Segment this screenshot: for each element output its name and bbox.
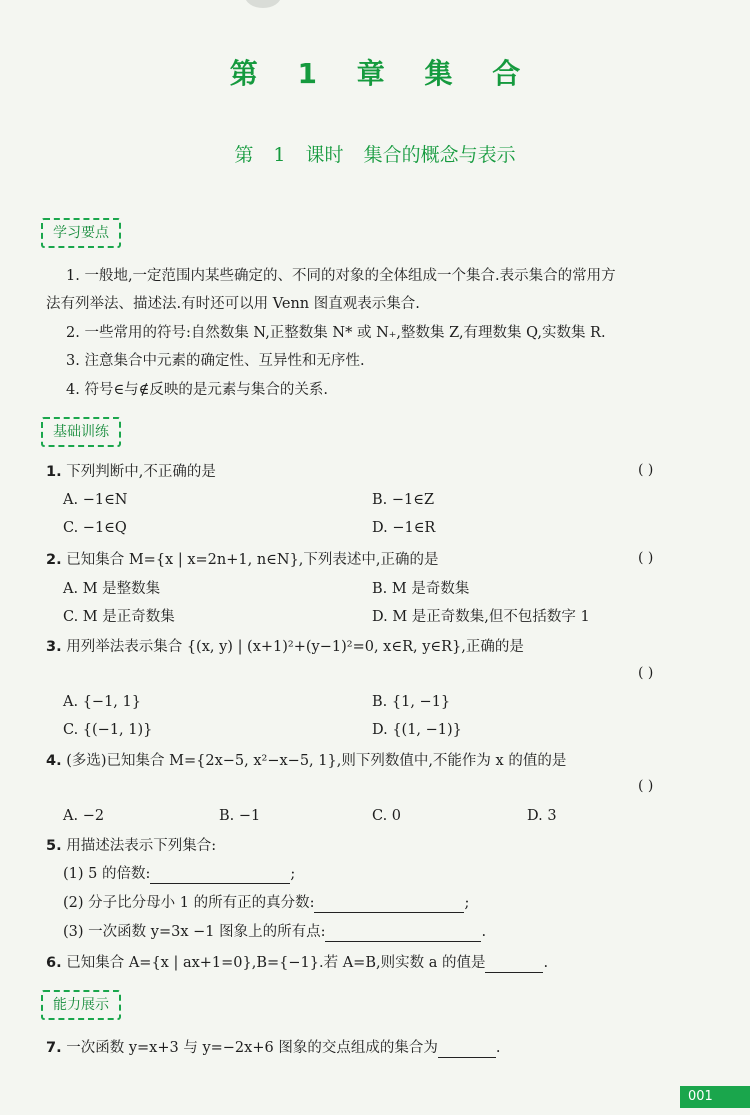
answer-blank[interactable]	[325, 925, 481, 942]
question-stem: 下列判断中,不正确的是	[66, 464, 216, 480]
option-d: D. 3	[527, 808, 557, 824]
option-a: A. −2	[63, 808, 105, 824]
question-stem: 一次函数 y=x+3 与 y=−2x+6 图象的交点组成的集合为	[66, 1040, 438, 1056]
key-point-1-line-2: 法有列举法、描述法.有时还可以用 Venn 图直观表示集合.	[46, 296, 420, 312]
question-5	[46, 836, 216, 856]
question-number: 3.	[46, 639, 62, 655]
sub-question-end: ;	[464, 895, 470, 911]
option-b: B. −1∈Z	[372, 492, 435, 508]
option-c: C. −1∈Q	[63, 520, 127, 536]
key-point-4: 4. 符号∈与∉反映的是元素与集合的关系.	[66, 382, 329, 398]
sub-question-label: (1) 5 的倍数:	[63, 866, 151, 882]
section-ability-show: 能力展示	[41, 990, 121, 1020]
sub-question-end: .	[481, 924, 487, 940]
answer-paren: ( )	[638, 462, 654, 478]
question-1	[46, 462, 216, 482]
question-4	[46, 751, 566, 771]
question-end: .	[495, 1040, 501, 1056]
question-number: 1.	[46, 464, 62, 480]
lesson-title: 第 1 课时 集合的概念与表示	[234, 144, 516, 166]
key-point-2: 2. 一些常用的符号:自然数集 N,正整数集 N* 或 N₊,整数集 Z,有理数集 Q,实数集 R.	[66, 325, 606, 341]
sub-question-2	[63, 893, 469, 913]
option-c: C. M 是正奇数集	[63, 609, 175, 625]
answer-blank[interactable]	[150, 867, 290, 884]
question-stem: (多选)已知集合 M={2x−5, x²−x−5, 1},则下列数值中,不能作为 x 的值的是	[66, 753, 567, 769]
option-d: D. {(1, −1)}	[372, 722, 462, 738]
question-7	[46, 1038, 500, 1058]
question-end: .	[543, 955, 549, 971]
question-number: 2.	[46, 552, 62, 568]
decorative-arc	[245, 0, 281, 8]
question-number: 6.	[46, 955, 62, 971]
question-stem: 已知集合 M={x | x=2n+1, n∈N},下列表述中,正确的是	[66, 552, 439, 568]
question-2	[46, 550, 439, 570]
option-b: B. M 是奇数集	[372, 581, 470, 597]
answer-blank[interactable]	[485, 956, 543, 973]
option-a: A. −1∈N	[63, 492, 128, 508]
question-number: 7.	[46, 1040, 62, 1056]
question-6	[46, 953, 548, 973]
sub-question-label: (3) 一次函数 y=3x −1 图象上的所有点:	[63, 924, 326, 940]
option-a: A. {−1, 1}	[63, 694, 141, 710]
key-point-1-line-1: 1. 一般地,一定范围内某些确定的、不同的对象的全体组成一个集合.表示集合的常用方	[66, 268, 616, 284]
answer-paren: ( )	[638, 550, 654, 566]
question-3	[46, 637, 524, 657]
question-number: 5.	[46, 838, 62, 854]
answer-paren: ( )	[638, 665, 654, 681]
option-c: C. 0	[372, 808, 402, 824]
option-a: A. M 是整数集	[63, 581, 161, 597]
page-number: 001	[680, 1086, 750, 1108]
answer-paren: ( )	[638, 778, 654, 794]
question-stem: 已知集合 A={x | ax+1=0},B={−1}.若 A=B,则实数 a 的值是	[66, 955, 486, 971]
option-b: B. {1, −1}	[372, 694, 451, 710]
sub-question-label: (2) 分子比分母小 1 的所有正的真分数:	[63, 895, 315, 911]
section-key-points: 学习要点	[41, 218, 121, 248]
chapter-title: 第 1 章 集 合	[229, 57, 521, 90]
sub-question-1	[63, 864, 295, 884]
answer-blank[interactable]	[314, 896, 464, 913]
sub-question-3	[63, 922, 486, 942]
option-b: B. −1	[219, 808, 261, 824]
question-number: 4.	[46, 753, 62, 769]
sub-question-end: ;	[290, 866, 296, 882]
option-c: C. {(−1, 1)}	[63, 722, 153, 738]
question-stem: 用描述法表示下列集合:	[66, 838, 217, 854]
question-stem: 用列举法表示集合 {(x, y) | (x+1)²+(y−1)²=0, x∈R, y∈R},正确的是	[66, 639, 524, 655]
answer-blank[interactable]	[438, 1041, 496, 1058]
option-d: D. M 是正奇数集,但不包括数字 1	[372, 609, 590, 625]
key-point-3: 3. 注意集合中元素的确定性、互异性和无序性.	[66, 353, 365, 369]
section-basic-training: 基础训练	[41, 417, 121, 447]
option-d: D. −1∈R	[372, 520, 436, 536]
